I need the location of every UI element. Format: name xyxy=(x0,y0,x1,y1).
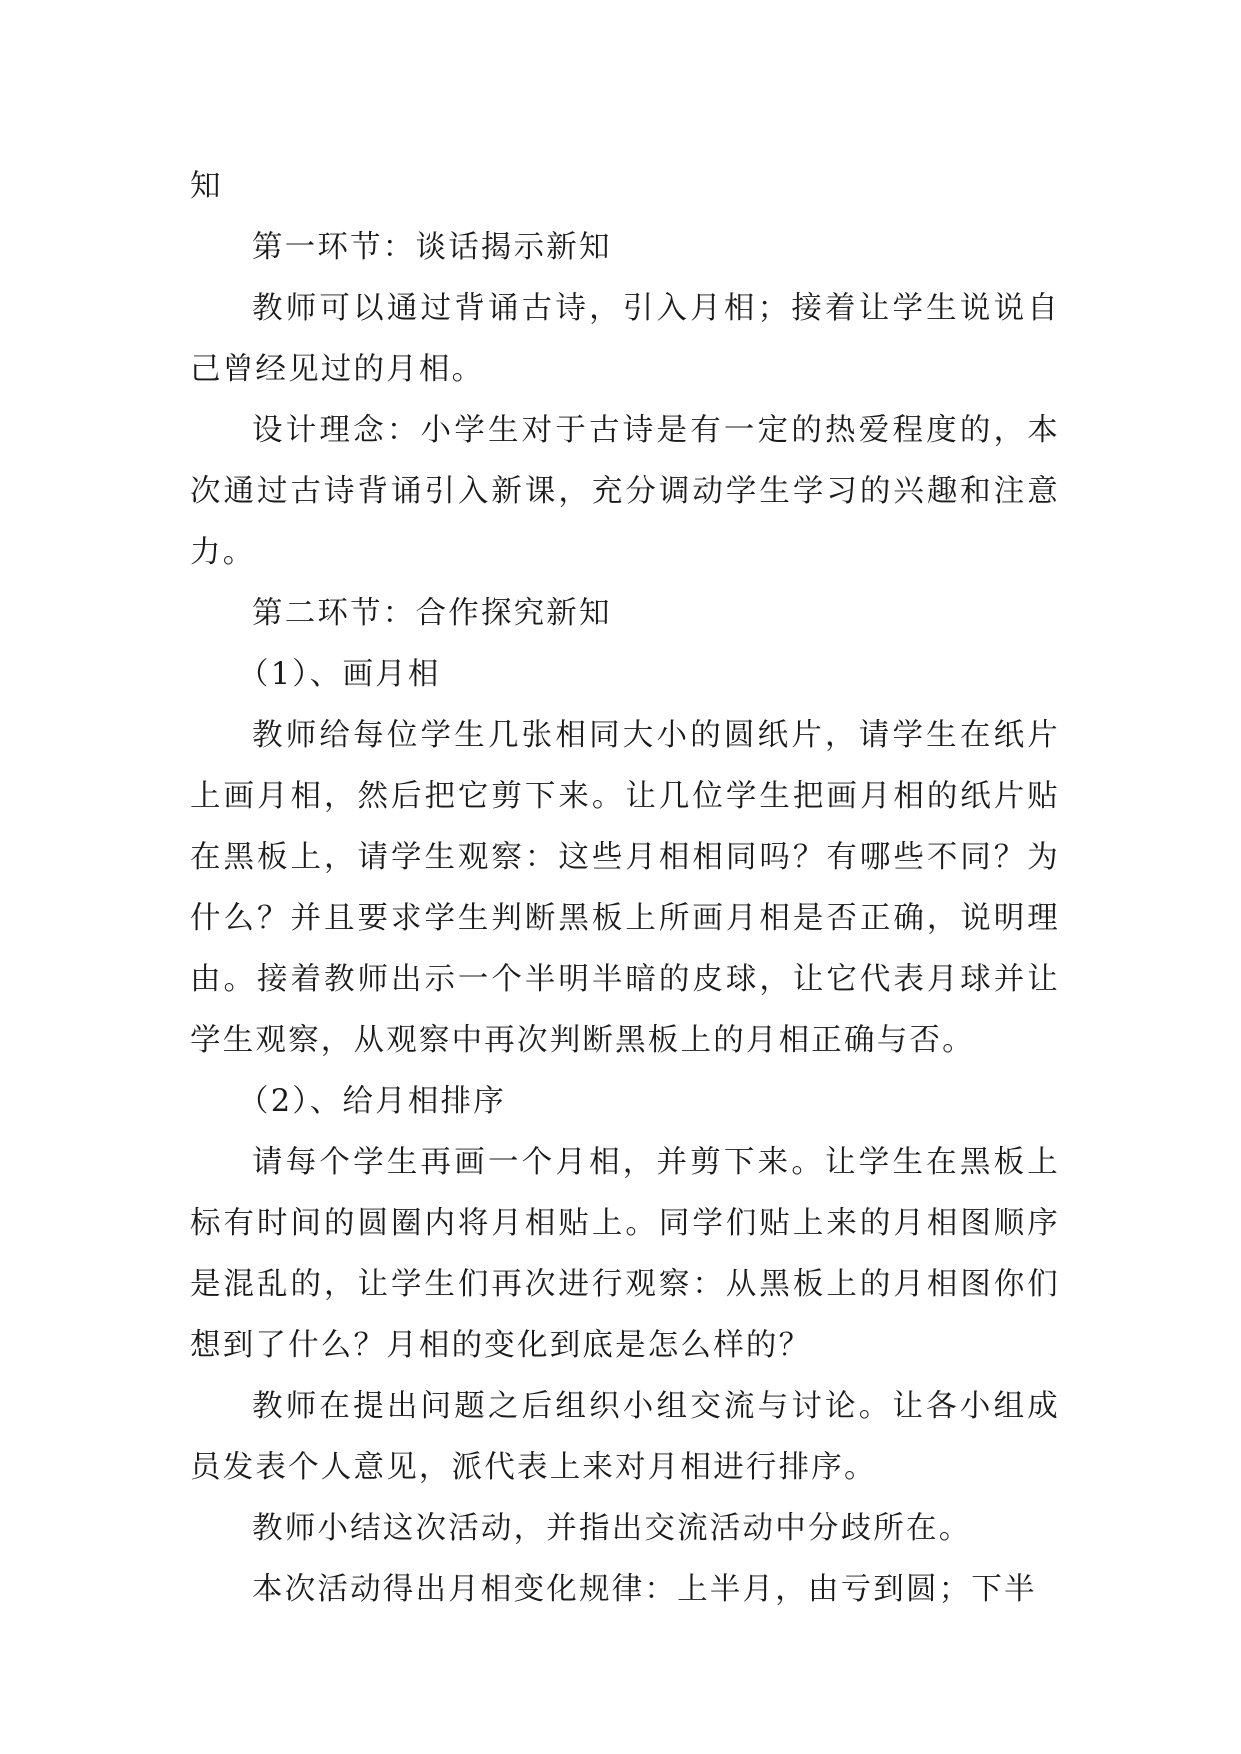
subheading-draw-moon-phases: （1）、画月相 xyxy=(238,657,441,692)
paragraph: 教师小结这次活动，并指出交流活动中分歧所在。 xyxy=(252,1511,972,1546)
section-heading-1: 第一环节：谈话揭示新知 xyxy=(252,230,612,265)
paragraph: 教师在提出问题之后组织小组交流与讨论。让各小组成员发表个人意见，派代表上来对月相进行排序。 xyxy=(190,1389,1060,1485)
design-rationale-paragraph: 设计理念：小学生对于古诗是有一定的热爱程度的，本次通过古诗背诵引入新课，充分调动学生学习的兴趣和注意力。 xyxy=(190,413,1060,570)
paragraph-continuation: 知 xyxy=(190,169,223,204)
paragraph: 教师可以通过背诵古诗，引入月相；接着让学生说说自己曾经见过的月相。 xyxy=(190,291,1060,387)
section-heading-2: 第二环节：合作探究新知 xyxy=(252,596,612,631)
subheading-order-moon-phases: （2）、给月相排序 xyxy=(238,1084,506,1119)
paragraph: 教师给每位学生几张相同大小的圆纸片，请学生在纸片上画月相，然后把它剪下来。让几位学生把画月相的纸片贴在黑板上，请学生观察：这些月相相同吗？有哪些不同？为什么？并且要求学生判断黑板上所画月相是否正确，说明理由。接着教师出示一个半明半暗的皮球，让它代表月球并让学生观察，从观察中再次判断黑板上的月相正确与否。 xyxy=(190,718,1060,1058)
document-body xyxy=(190,156,1060,1620)
paragraph: 本次活动得出月相变化规律：上半月，由亏到圆；下半 xyxy=(252,1572,1037,1607)
paragraph: 请每个学生再画一个月相，并剪下来。让学生在黑板上标有时间的圆圈内将月相贴上。同学们贴上来的月相图顺序是混乱的，让学生们再次进行观察：从黑板上的月相图你们想到了什么？月相的变化到底是怎么样的？ xyxy=(190,1145,1060,1363)
